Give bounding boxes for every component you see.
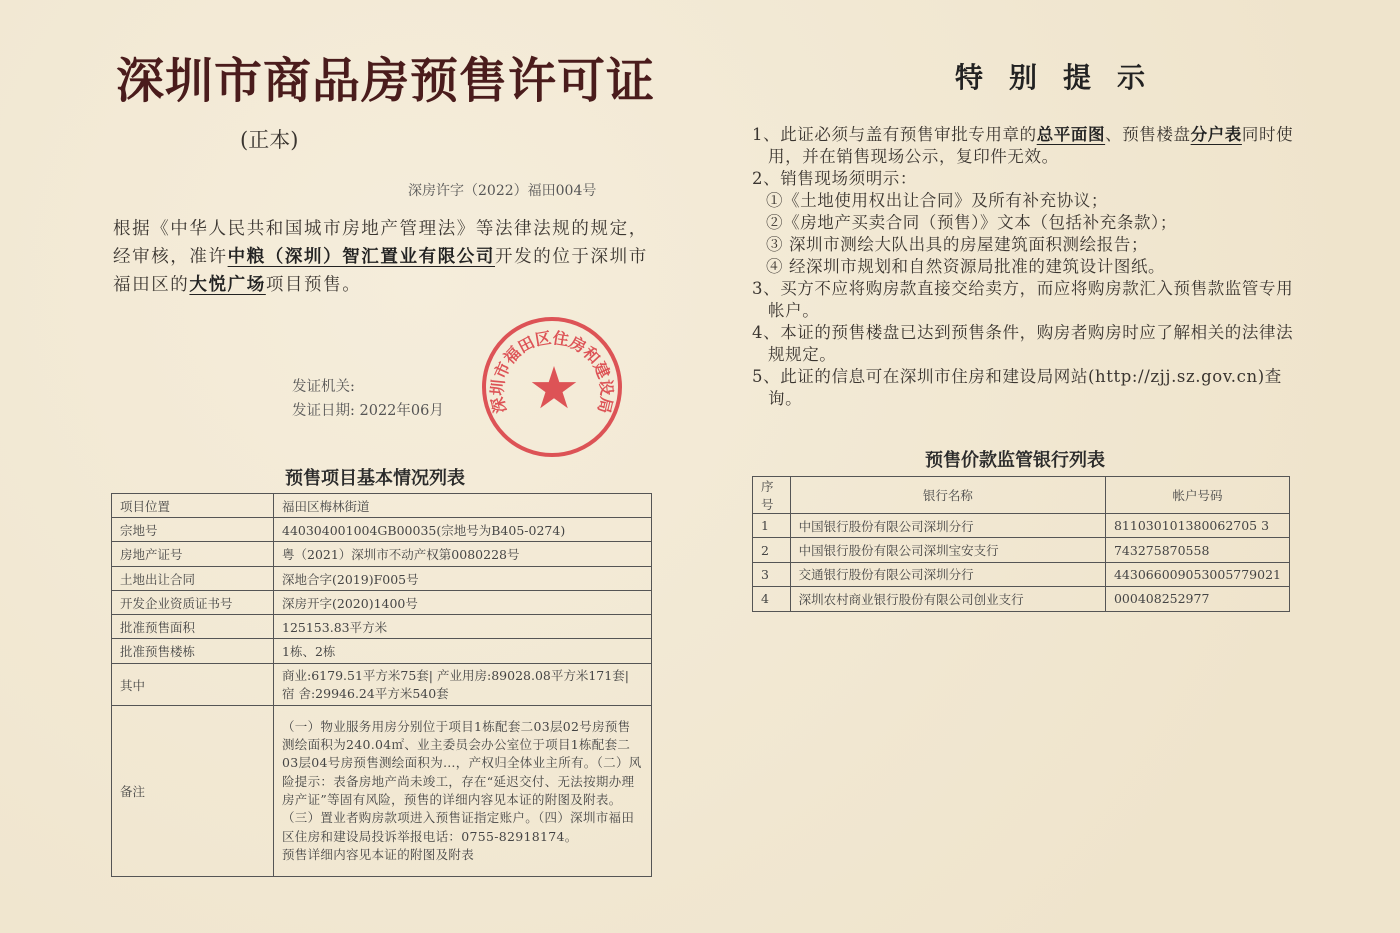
row-label: 土地出让合同	[112, 567, 274, 591]
table-row	[112, 542, 652, 567]
row-index: 4	[753, 587, 791, 611]
bank-table-title: 预售价款监管银行列表	[925, 450, 1105, 471]
row-label: 批准预售面积	[112, 615, 274, 639]
row-label: 其中	[112, 664, 274, 706]
statement-text: 开发的位于深圳市福田区的	[113, 247, 648, 295]
date-value: 2022年06月	[359, 403, 444, 419]
notice-text: 同时使用，并在销售现场公示，复印件无效。	[768, 125, 1294, 166]
project-info-table	[111, 493, 652, 877]
notice-text: ④ 经深圳市规划和自然资源局批准的建筑设计图纸。	[766, 257, 1166, 276]
project-table-title: 预售项目基本情况列表	[285, 468, 465, 489]
row-label: 房地产证号	[112, 542, 274, 567]
notice-item	[752, 190, 1297, 212]
certificate-title: 深圳市商品房预售许可证	[116, 53, 656, 109]
bank-name: 交通银行股份有限公司深圳分行	[790, 562, 1105, 586]
notice-text: 4、本证的预售楼盘已达到预售条件，购房者购房时应了解相关的法律法规规定。	[752, 323, 1294, 364]
row-label: 宗地号	[112, 518, 274, 542]
account-number: 743275870558	[1105, 538, 1289, 562]
row-value: 440304001004GB00035(宗地号为B405-0274)	[274, 518, 652, 542]
row-label: 开发企业资质证书号	[112, 591, 274, 615]
statement-text: 项目预售。	[265, 275, 362, 295]
notice-item	[752, 278, 1297, 322]
notice-item	[752, 168, 1297, 190]
project-name: 大悦广场	[189, 275, 266, 295]
column-header: 银行名称	[790, 477, 1105, 514]
row-value: 深房开字(2020)1400号	[274, 591, 652, 615]
table-row	[753, 538, 1290, 562]
bank-table	[752, 476, 1290, 612]
row-value: 粤（2021）深圳市不动产权第0080228号	[274, 542, 652, 567]
highlight-term: 总平面图	[1036, 125, 1106, 144]
account-number: 811030101380062705 3	[1105, 514, 1289, 538]
table-row	[112, 591, 652, 615]
bank-name: 中国银行股份有限公司深圳宝安支行	[790, 538, 1105, 562]
notice-text: 1、此证必须与盖有预售审批专用章的	[752, 125, 1037, 144]
table-row	[753, 514, 1290, 538]
row-value: 福田区梅林街道	[274, 494, 652, 518]
row-value	[274, 706, 652, 877]
row-label: 批准预售楼栋	[112, 639, 274, 664]
row-label: 备注	[112, 706, 274, 877]
notice-item	[752, 234, 1297, 256]
remarks-text: （一）物业服务用房分别位于项目1栋配套二03层02号房预售测绘面积为240.04㎡、业主委员会办公室位于项目1栋配套二03层04号房预售测绘面积为…，产权归全体业主所有。（二）风险提示：表备房地产尚未竣工，存在“延迟交付、无法按期办理房产证”等固有风险，预售的详细内容见本证的附图及附表。（三）置业者购房款项进入预售证指定账户。（四）深圳市福田区住房和建设局投诉举报电话：0755-82918174。	[282, 718, 642, 844]
notice-item	[752, 212, 1297, 234]
bank-table-header	[753, 477, 1290, 514]
bank-name: 深圳农村商业银行股份有限公司创业支行	[790, 587, 1105, 611]
copy-label: (正本)	[240, 128, 299, 152]
notice-text: ①《土地使用权出让合同》及所有补充协议；	[766, 191, 1108, 210]
notice-text: 5、此证的信息可在深圳市住房和建设局网站(http://zjj.sz.gov.cn)查询。	[752, 367, 1282, 408]
table-row	[112, 494, 652, 518]
seal-text	[486, 321, 618, 453]
notice-item	[752, 124, 1297, 168]
account-number: 443066009053005779021	[1105, 562, 1289, 586]
star-icon: ★	[528, 354, 580, 422]
notice-item	[752, 256, 1297, 278]
table-row	[753, 587, 1290, 611]
notice-item	[752, 322, 1297, 366]
table-row	[112, 639, 652, 664]
row-index: 1	[753, 514, 791, 538]
permit-statement	[113, 215, 648, 299]
column-header: 序号	[753, 477, 791, 514]
row-label: 项目位置	[112, 494, 274, 518]
special-notice-list	[752, 124, 1297, 410]
highlight-term: 分户表	[1190, 125, 1242, 144]
row-index: 3	[753, 562, 791, 586]
svg-text:深圳市福田区住房和建设局: 深圳市福田区住房和建设局	[487, 328, 617, 416]
table-row	[112, 615, 652, 639]
issue-date	[292, 399, 444, 420]
developer-name: 中粮（深圳）智汇置业有限公司	[227, 247, 496, 267]
bank-name: 中国银行股份有限公司深圳分行	[790, 514, 1105, 538]
row-value: 125153.83平方米	[274, 615, 652, 639]
row-value: 深地合字(2019)F005号	[274, 567, 652, 591]
notice-text: 3、买方不应将购房款直接交给卖方，而应将购房款汇入预售款监管专用帐户。	[752, 279, 1294, 320]
table-row	[112, 706, 652, 877]
table-row	[753, 562, 1290, 586]
official-seal	[482, 317, 622, 457]
remarks-footer: 预售详细内容见本证的附图及附表	[282, 846, 475, 862]
column-header: 帐户号码	[1105, 477, 1289, 514]
permit-number: 深房许字（2022）福田004号	[408, 183, 597, 199]
table-row	[112, 567, 652, 591]
special-notice-title: 特别提示	[955, 61, 1172, 94]
table-row	[112, 664, 652, 706]
date-label: 发证日期:	[292, 403, 355, 419]
notice-text: ③ 深圳市测绘大队出具的房屋建筑面积测绘报告；	[766, 235, 1149, 254]
notice-item	[752, 366, 1297, 410]
table-row	[112, 518, 652, 542]
statement-text: 根据《中华人民共和国城市房地产管理法》等法律法规的规定，经审核，准许	[113, 219, 648, 267]
issuer-label: 发证机关:	[292, 379, 355, 395]
row-index: 2	[753, 538, 791, 562]
notice-text: 、预售楼盘	[1105, 125, 1191, 144]
notice-text: 2、销售现场须明示：	[752, 169, 917, 188]
row-value: 1栋、2栋	[274, 639, 652, 664]
notice-text: ②《房地产买卖合同（预售）》文本（包括补充条款）；	[766, 213, 1177, 232]
account-number: 000408252977	[1105, 587, 1289, 611]
row-value: 商业:6179.51平方米75套| 产业用房:89028.08平方米171套| 宿 舍:29946.24平方米540套	[274, 664, 652, 706]
